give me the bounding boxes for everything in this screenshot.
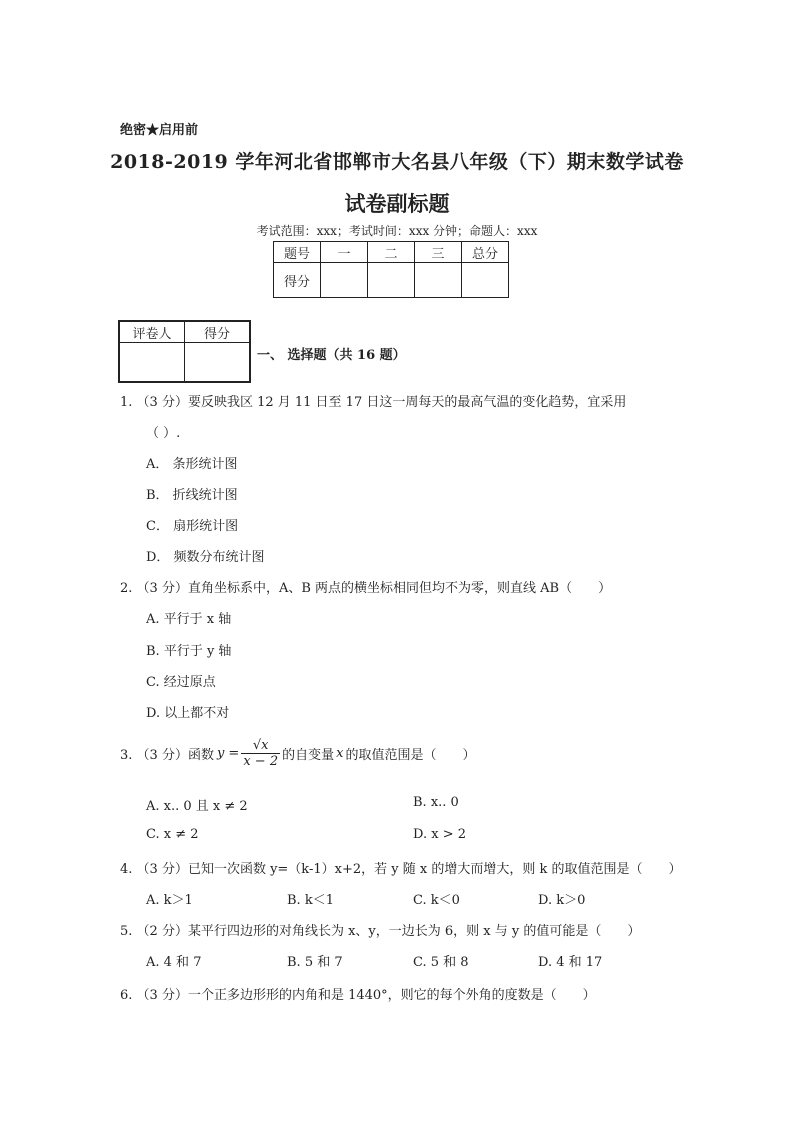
fraction-numerator: √x — [241, 738, 280, 754]
grader-table-header: 得分 — [185, 321, 251, 343]
question-3-stem-post: 的自变量 — [282, 748, 335, 763]
question-5-option-b[interactable]: B. 5 和 7 — [287, 955, 343, 970]
question-4-option-b[interactable]: B. k＜1 — [287, 893, 334, 908]
question-3-option-c[interactable]: C. x ≠ 2 — [146, 827, 199, 842]
question-1-option-c[interactable]: C． 扇形统计图 — [146, 519, 239, 534]
score-table-header: 一 — [321, 242, 368, 263]
question-5-option-d[interactable]: D. 4 和 17 — [538, 955, 603, 970]
question-1-stem: 1. （3 分）要反映我区 12 月 11 日至 17 日这一周每天的最高气温的变化趋势，宜采用 — [120, 395, 627, 410]
question-1-option-a[interactable]: A． 条形统计图 — [146, 457, 238, 472]
question-3-stem-pre: 3. （3 分）函数 — [120, 748, 214, 763]
score-cell[interactable] — [368, 263, 415, 298]
question-3-option-b[interactable]: B. x.. 0 — [413, 795, 459, 810]
question-4-stem: 4. （3 分）已知一次函数 y=（k-1）x+2，若 y 随 x 的增大而增大，则 k 的取值范围是（ ） — [120, 862, 682, 877]
score-table — [273, 241, 509, 298]
exam-title: 2018-2019 学年河北省邯郸市大名县八年级（下）期末数学试卷 — [110, 151, 684, 173]
exam-subtitle: 试卷副标题 — [344, 191, 450, 216]
question-2-option-c[interactable]: C. 经过原点 — [146, 675, 216, 690]
question-5-option-c[interactable]: C. 5 和 8 — [413, 955, 469, 970]
grader-cell[interactable] — [119, 343, 185, 383]
score-table-header: 三 — [415, 242, 462, 263]
grader-table-header: 评卷人 — [119, 321, 185, 343]
score-table-header: 题号 — [274, 242, 321, 263]
fraction-denominator: x − 2 — [243, 754, 279, 769]
score-table-header: 二 — [368, 242, 415, 263]
grader-cell[interactable] — [185, 343, 251, 383]
question-1-option-d[interactable]: D． 频数分布统计图 — [146, 550, 265, 565]
question-4-option-d[interactable]: D. k＞0 — [538, 893, 586, 908]
question-1-option-b[interactable]: B． 折线统计图 — [146, 488, 238, 503]
section-title: 一、 选择题（共 16 题） — [257, 348, 406, 363]
confidential-label: 绝密★启用前 — [120, 123, 199, 138]
question-3-stem — [120, 738, 475, 769]
question-4-option-a[interactable]: A. k＞1 — [146, 893, 193, 908]
question-3-option-a[interactable]: A. x.. 0 且 x ≠ 2 — [146, 799, 248, 814]
score-cell[interactable] — [462, 263, 509, 298]
question-2-option-d[interactable]: D. 以上都不对 — [146, 706, 230, 721]
formula-lhs: y = — [216, 746, 240, 761]
question-2-stem: 2. （3 分）直角坐标系中，A、B 两点的横坐标相同但均不为零，则直线 AB（ ） — [120, 581, 612, 596]
score-table-header: 总分 — [462, 242, 509, 263]
question-6-stem: 6. （3 分）一个正多边形形的内角和是 1440°，则它的每个外角的度数是（ ） — [120, 988, 596, 1003]
score-cell[interactable] — [415, 263, 462, 298]
score-cell[interactable] — [321, 263, 368, 298]
score-row-label: 得分 — [274, 263, 321, 298]
question-2-option-b[interactable]: B. 平行于 y 轴 — [146, 644, 232, 659]
question-5-option-a[interactable]: A. 4 和 7 — [146, 955, 202, 970]
question-1-stem-cont: （ ）. — [146, 426, 181, 441]
question-4-option-c[interactable]: C. k＜0 — [413, 893, 460, 908]
question-3-stem-end: 的取值范围是（ ） — [345, 748, 476, 763]
grader-table — [118, 320, 251, 383]
question-3-option-d[interactable]: D. x > 2 — [413, 827, 466, 842]
fraction-formula — [241, 738, 280, 769]
variable-x: x — [336, 746, 344, 761]
exam-info: 考试范围：xxx；考试时间：xxx 分钟；命题人：xxx — [256, 224, 538, 238]
question-2-option-a[interactable]: A. 平行于 x 轴 — [146, 612, 232, 627]
question-5-stem: 5. （2 分）某平行四边形的对角线长为 x、y，一边长为 6，则 x 与 y 的值可能是（ ） — [120, 924, 641, 939]
